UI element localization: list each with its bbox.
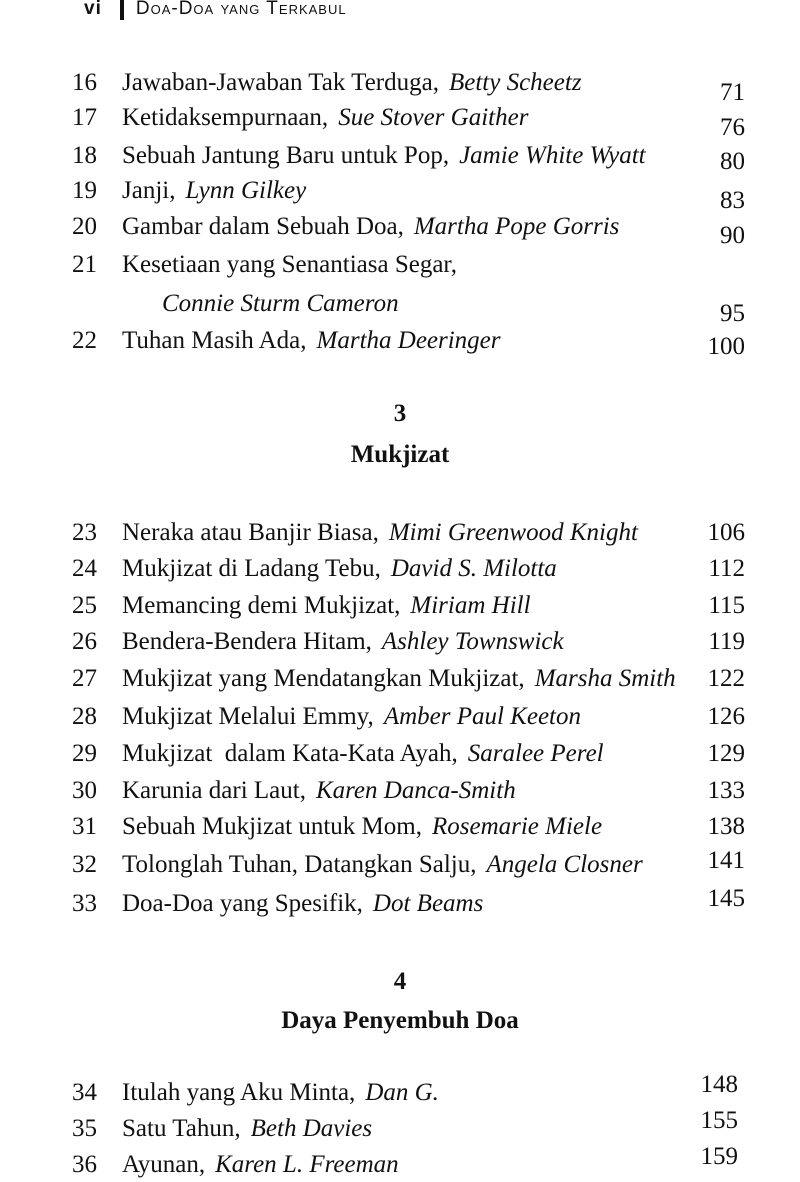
- entry-page: 95: [720, 300, 745, 327]
- entry-page: 106: [707, 519, 745, 546]
- toc-entry: [0, 516, 800, 550]
- page-number: vi: [84, 0, 102, 19]
- entry-number: 36: [72, 1151, 97, 1178]
- toc-entry: [0, 1107, 800, 1146]
- toc-entry: [0, 248, 800, 282]
- toc-entry: [0, 174, 800, 214]
- toc-entry: [0, 589, 800, 623]
- entry-number: 31: [72, 813, 97, 840]
- toc-entry: [0, 66, 800, 106]
- entry-title: Kesetiaan yang Senantiasa Segar,: [122, 251, 457, 278]
- toc-entry: [0, 887, 800, 921]
- entry-title: Ketidaksempurnaan,: [122, 104, 329, 131]
- entry-author: Betty Scheetz: [448, 69, 582, 96]
- entry-author: Jamie White Wyatt: [459, 142, 646, 169]
- entry-author: Lynn Gilkey: [185, 177, 307, 204]
- entry-number: 18: [72, 142, 97, 169]
- entry-title-line: [122, 700, 581, 734]
- entry-title-line: [122, 552, 557, 586]
- toc-entry: [0, 737, 800, 771]
- entry-title: Sebuah Jantung Baru untuk Pop,: [122, 142, 450, 169]
- entry-number: 20: [72, 213, 97, 240]
- entry-title-line: [122, 1148, 399, 1182]
- toc-entry: [0, 139, 800, 173]
- entry-title: Tolonglah Tuhan, Datangkan Salju,: [122, 851, 477, 878]
- toc-entry: [0, 848, 800, 882]
- running-header: [84, 0, 347, 20]
- entry-title: Mukjizat dalam Kata-Kata Ayah,: [122, 740, 458, 767]
- toc-entry: [0, 1143, 800, 1182]
- entry-author: Ashley Townswick: [381, 628, 564, 655]
- entry-title: Sebuah Mukjizat untuk Mom,: [122, 813, 422, 840]
- entry-number: 21: [72, 251, 97, 278]
- entry-number: 35: [72, 1115, 97, 1142]
- entry-title: Ayunan,: [122, 1151, 206, 1178]
- entry-title: Jawaban-Jawaban Tak Terduga,: [122, 69, 439, 96]
- entry-number: 19: [72, 177, 97, 204]
- entry-page: 126: [707, 703, 745, 730]
- toc-entry: [0, 324, 800, 358]
- entry-page: 76: [720, 114, 745, 141]
- entry-number: 24: [72, 555, 97, 582]
- entry-page: 71: [720, 79, 745, 106]
- entry-title-line: [122, 324, 501, 358]
- entry-author: Martha Pope Gorris: [413, 213, 620, 240]
- entry-title-line: [122, 810, 602, 844]
- entry-page: 129: [707, 740, 745, 767]
- section-title: Daya Penyembuh Doa: [281, 1007, 519, 1034]
- toc-entry: [0, 810, 800, 844]
- entry-author: Angela Closner: [486, 851, 643, 878]
- entry-title: Bendera-Bendera Hitam,: [122, 628, 372, 655]
- entry-title-line: [122, 737, 604, 771]
- entry-title-line: [122, 66, 582, 100]
- entry-page: 133: [707, 777, 745, 804]
- entry-page: 100: [707, 333, 745, 360]
- entry-page: 122: [707, 665, 745, 692]
- entry-title-line: [122, 662, 676, 696]
- entry-author: Karen Danca-Smith: [315, 777, 516, 804]
- entry-number: 23: [72, 519, 97, 546]
- entry-title-line: [122, 210, 619, 244]
- entry-number: 34: [72, 1079, 97, 1106]
- entry-title-line: [122, 174, 306, 208]
- entry-author: Mimi Greenwood Knight: [388, 519, 638, 546]
- toc-entry: [0, 625, 800, 659]
- entry-author: David S. Milotta: [390, 555, 557, 582]
- entry-title: Mukjizat di Ladang Tebu,: [122, 555, 381, 582]
- entry-title-line: [122, 887, 483, 921]
- entry-author: Miriam Hill: [410, 592, 531, 619]
- book-title: Doa-Doa yang Terkabul: [135, 0, 347, 19]
- entry-author: Karen L. Freeman: [215, 1151, 399, 1178]
- entry-page: 141: [707, 847, 745, 874]
- entry-number: 16: [72, 69, 97, 96]
- section-title: Mukjizat: [350, 441, 450, 468]
- entry-number: 30: [72, 777, 97, 804]
- entry-title: Mukjizat yang Mendatangkan Mukjizat,: [122, 665, 525, 692]
- entry-number: 22: [72, 327, 97, 354]
- entry-title-line: [122, 774, 516, 808]
- entry-author: Amber Paul Keeton: [383, 703, 581, 730]
- entry-author: Dan G.: [365, 1079, 439, 1106]
- entry-title-line: [122, 848, 643, 882]
- entry-number: 28: [72, 703, 97, 730]
- toc-entry: [0, 700, 800, 734]
- entry-number: 32: [72, 851, 97, 878]
- entry-author: Martha Deeringer: [316, 327, 501, 354]
- entry-author: Dot Beams: [372, 890, 484, 917]
- entry-number: 26: [72, 628, 97, 655]
- entry-title: Doa-Doa yang Spesifik,: [122, 890, 363, 917]
- section-number: 4: [393, 968, 407, 995]
- entry-page: 83: [720, 187, 745, 214]
- entry-title: Memancing demi Mukjizat,: [122, 592, 401, 619]
- toc-entry: [0, 1071, 800, 1110]
- toc-entry-continuation: [0, 287, 800, 327]
- entry-author: Beth Davies: [250, 1115, 373, 1142]
- entry-number: 17: [72, 104, 97, 131]
- entry-title: Gambar dalam Sebuah Doa,: [122, 213, 404, 240]
- header-divider: [120, 0, 124, 20]
- entry-page: 80: [720, 148, 745, 175]
- entry-page: 138: [707, 813, 745, 840]
- entry-title-line: [122, 516, 638, 550]
- entry-page: 155: [700, 1107, 738, 1134]
- toc-entry: [0, 210, 800, 249]
- entry-title-line: [122, 589, 531, 623]
- toc-entry: [0, 662, 800, 696]
- entry-author: Rosemarie Miele: [431, 813, 603, 840]
- entry-number: 29: [72, 740, 97, 767]
- toc-entry: [0, 101, 800, 141]
- toc-entry: [0, 774, 800, 808]
- entry-title: Neraka atau Banjir Biasa,: [122, 519, 379, 546]
- section-number: 3: [393, 400, 407, 427]
- entry-title-line: [122, 101, 528, 135]
- entry-title-line: [122, 1076, 439, 1110]
- entry-page: 115: [708, 592, 745, 619]
- entry-number: 25: [72, 592, 97, 619]
- entry-author: Connie Sturm Cameron: [162, 290, 399, 317]
- entry-page: 159: [700, 1143, 738, 1170]
- entry-number: 27: [72, 665, 97, 692]
- entry-title: Tuhan Masih Ada,: [122, 327, 307, 354]
- entry-title: Janji,: [122, 177, 176, 204]
- entry-title: Karunia dari Laut,: [122, 777, 306, 804]
- entry-title-line: [122, 1112, 372, 1146]
- entry-page: 148: [700, 1071, 738, 1098]
- entry-page: 90: [720, 222, 745, 249]
- toc-entry: [0, 552, 800, 586]
- entry-author: Marsha Smith: [534, 665, 676, 692]
- entry-page: 145: [707, 885, 745, 912]
- entry-author: Sue Stover Gaither: [338, 104, 529, 131]
- entry-author: Saralee Perel: [467, 740, 604, 767]
- entry-title-line: [122, 625, 564, 659]
- entry-title: Itulah yang Aku Minta,: [122, 1079, 356, 1106]
- entry-title-line: [122, 139, 646, 173]
- entry-number: 33: [72, 890, 97, 917]
- entry-page: 112: [708, 555, 745, 582]
- entry-title: Satu Tahun,: [122, 1115, 241, 1142]
- entry-title: Mukjizat Melalui Emmy,: [122, 703, 374, 730]
- entry-page: 119: [708, 628, 745, 655]
